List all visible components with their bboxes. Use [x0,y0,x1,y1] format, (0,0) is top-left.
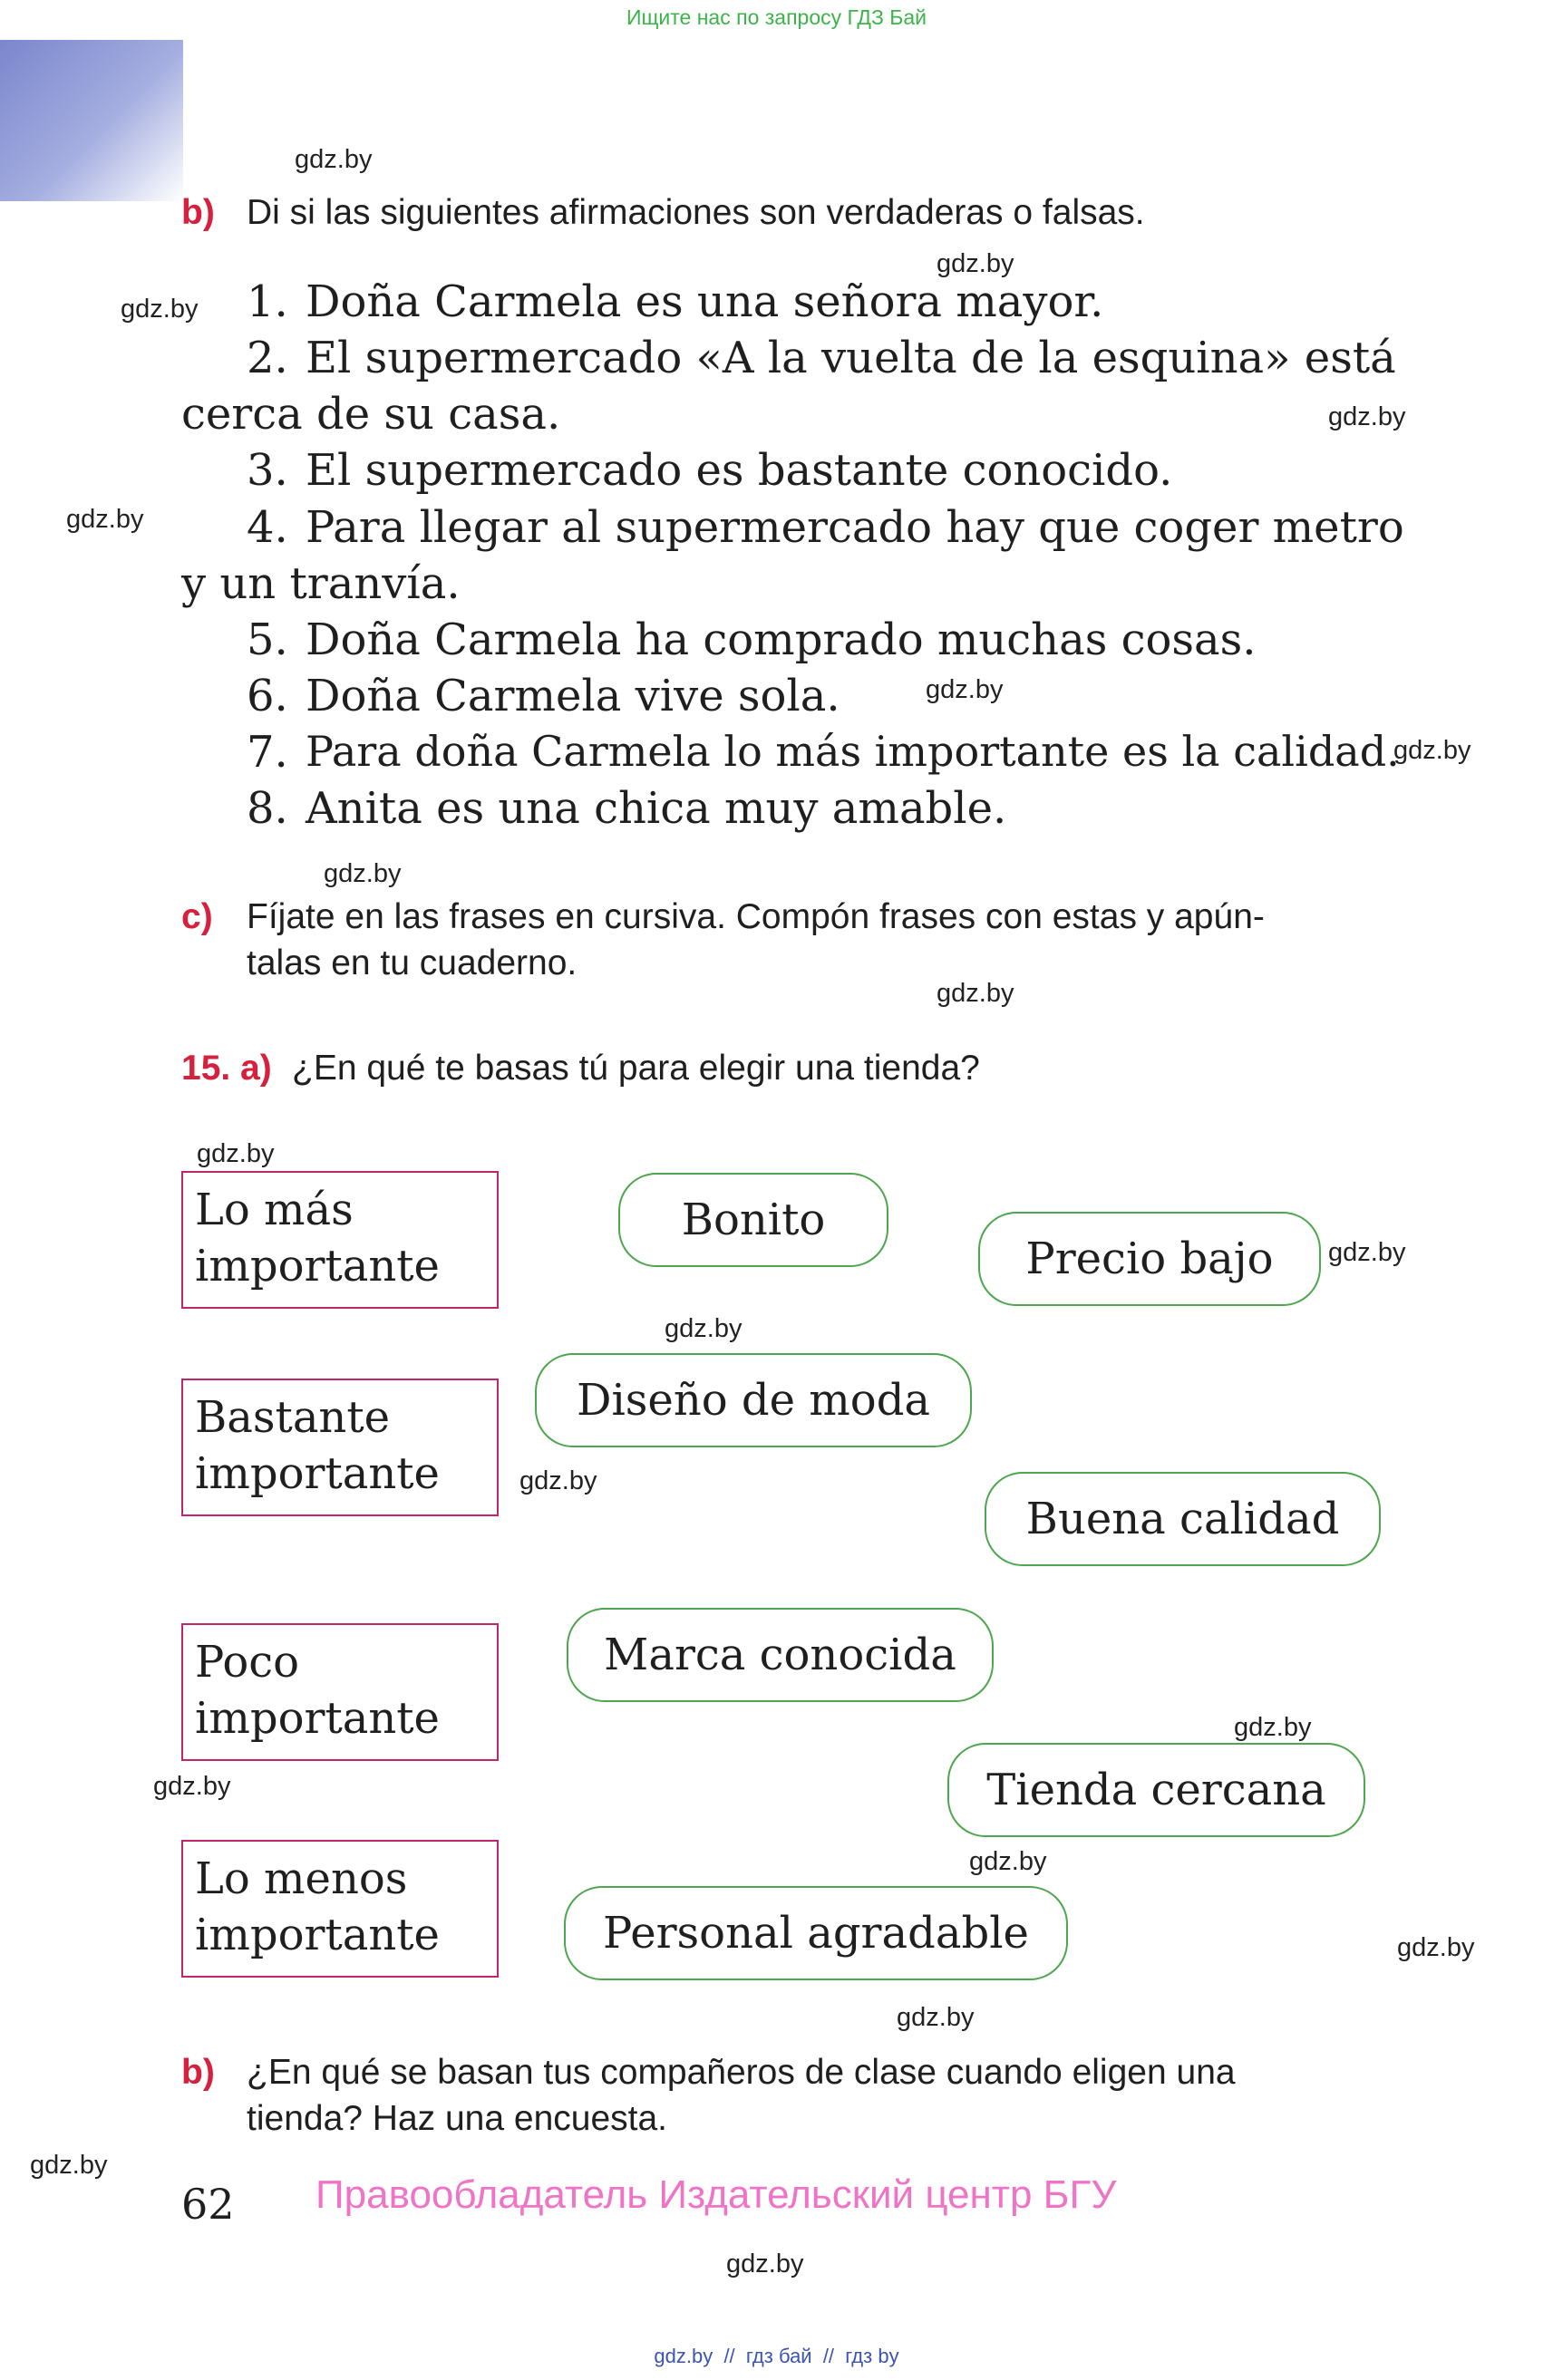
priority-box-quite-important [181,1379,499,1516]
statement-text: Doña Carmela vive sola. [306,671,840,721]
task-c-label: c) [181,897,213,936]
task-c-line2: talas en tu cuaderno. [247,943,578,982]
statement-text: El supermercado «A la vuelta de la esquina» está [306,333,1396,383]
statement-number: 3. [247,445,288,496]
task-15a-question: ¿En qué te basas tú para elegir una tienda? [292,1049,980,1088]
statement-continuation: cerca de su casa. [181,389,561,440]
priority-box-least-important [181,1840,499,1978]
top-banner[interactable]: Ищите нас по запросу ГДЗ Бай [626,5,927,29]
statement-text: Doña Carmela es una señora mayor. [306,276,1104,327]
watermark: gdz.by [153,1772,231,1801]
priority-box-line2: importante [195,1448,440,1499]
statement-number: 6. [247,671,288,721]
watermark: gdz.by [197,1139,275,1168]
copyright-notice: Правообладатель Издательский центр БГУ [315,2172,1117,2217]
criteria-pill-marca-conocida: Marca conocida [567,1608,994,1702]
watermark: gdz.by [969,1847,1047,1876]
statement-text: El supermercado es bastante conocido. [306,445,1173,496]
task-15b-label: b) [181,2053,215,2092]
priority-box-line1: Poco [195,1637,300,1688]
watermark: gdz.by [30,2151,108,2180]
watermark: gdz.by [937,979,1014,1008]
watermark: gdz.by [897,2003,975,2032]
watermark: gdz.by [937,249,1014,278]
watermark: gdz.by [726,2249,804,2278]
statement-number: 7. [247,727,288,778]
priority-box-line1: Lo más [195,1185,354,1235]
watermark: gdz.by [665,1314,743,1343]
statement-text: Para llegar al supermercado hay que coger metro [306,502,1404,553]
criteria-pill-bonito: Bonito [618,1173,888,1267]
statement-number: 8. [247,783,288,834]
watermark: gdz.by [295,145,373,174]
task-15b-line1: ¿En qué se basan tus compañeros de clase cuando eligen una [247,2053,1236,2092]
page-number: 62 [181,2180,235,2229]
criteria-pill-precio-bajo: Precio bajo [978,1212,1321,1306]
statement-number: 2. [247,333,288,383]
criteria-pill-diseno-de-moda: Diseño de moda [535,1353,972,1447]
watermark: gdz.by [1328,402,1406,431]
watermark: gdz.by [66,505,144,534]
priority-box-most-important [181,1171,499,1309]
priority-box-line1: Lo menos [195,1853,408,1904]
watermark: gdz.by [1397,1933,1475,1962]
watermark: gdz.by [926,675,1004,704]
watermark: gdz.by [1393,736,1471,765]
statement-text: Para doña Carmela lo más importante es la calidad. [306,727,1400,776]
footer-links[interactable]: gdz.by // гдз бай // гдз by [654,2345,899,2367]
priority-box-line1: Bastante [195,1392,391,1443]
priority-box-line2: importante [195,1693,440,1744]
corner-gradient-decoration [0,40,183,201]
task-b-instruction: Di si las siguientes afirmaciones son verdaderas o falsas. [247,193,1145,232]
watermark: gdz.by [121,295,199,324]
criteria-pill-buena-calidad: Buena calidad [985,1472,1381,1566]
priority-box-line2: importante [195,1241,440,1292]
watermark: gdz.by [1328,1238,1406,1267]
watermark: gdz.by [1234,1713,1312,1742]
statement-continuation: y un tranvía. [181,558,461,609]
criteria-pill-tienda-cercana: Tienda cercana [947,1743,1365,1837]
criteria-pill-personal-agradable: Personal agradable [564,1886,1068,1980]
priority-box-little-important [181,1623,499,1761]
statement-text: Doña Carmela ha comprado muchas cosas. [306,614,1257,665]
watermark: gdz.by [519,1466,597,1495]
task-15b-line2: tienda? Haz una encuesta. [247,2099,668,2138]
statement-number: 5. [247,614,288,665]
statement-text: Anita es una chica muy amable. [306,783,1007,834]
priority-box-line2: importante [195,1910,440,1960]
task-c-line1: Fíjate en las frases en cursiva. Compón frases con estas y apún- [247,897,1265,936]
task-b-label: b) [181,193,215,232]
task-15a-label: 15. a) [181,1049,272,1088]
statement-number: 1. [247,276,288,327]
statement-number: 4. [247,502,288,553]
watermark: gdz.by [324,859,402,888]
